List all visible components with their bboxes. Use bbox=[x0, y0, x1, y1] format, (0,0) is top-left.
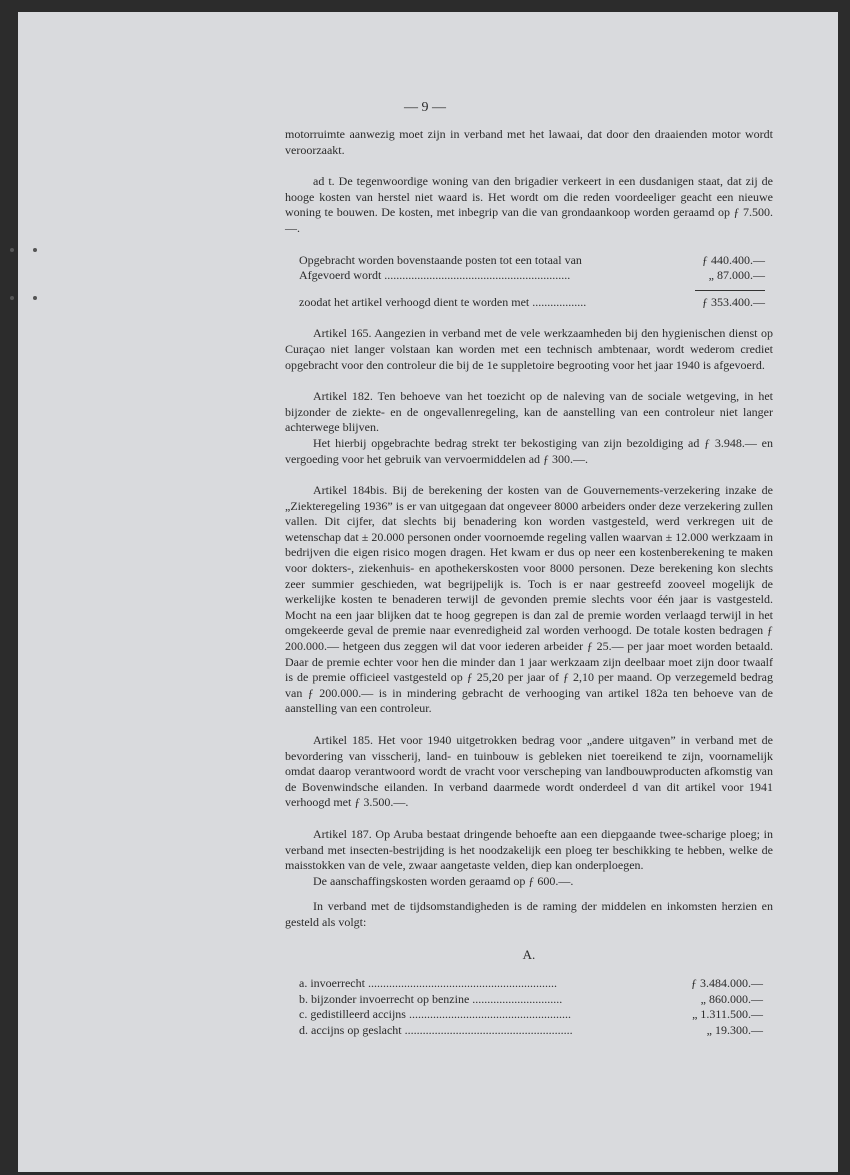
total-line-1: Opgebracht worden bovenstaande posten tot een totaal van ƒ 440.400.— bbox=[299, 252, 765, 267]
paragraph-raming: In verband met de tijdsomstandigheden is de raming der middelen en inkomsten herzien en gesteld als volgt: bbox=[285, 899, 773, 929]
paragraph-intro: motorruimte aanwezig moet zijn in verband met het lawaai, dat door den draaienden motor wordt veroorzaakt. bbox=[285, 127, 773, 157]
paragraph-artikel-182: Artikel 182. Ten behoeve van het toezicht op de naleving van de sociale wetgeving, in het bijzonder de ziekte- en de ongevallenregeling, kan de aanstelling van een controleur niet langer achterwege blijven. bbox=[285, 389, 773, 435]
paragraph-artikel-187-cont: De aanschaffingskosten worden geraamd op ƒ 600.—. bbox=[313, 873, 574, 888]
revenue-row: a. invoerrecht ............................................................... ƒ 3.484.000.— bbox=[299, 976, 763, 991]
paragraph-artikel-182-cont: Het hierbij opgebrachte bedrag strekt ter bekostiging van zijn bezoldiging ad ƒ 3.948.— en vergoeding voor het gebruik van vervoermiddelen ad ƒ 300.—. bbox=[285, 435, 773, 466]
document-body bbox=[285, 127, 773, 1039]
revenue-row: b. bijzonder invoerrecht op benzine .............................. „ 860.000.— bbox=[299, 991, 763, 1006]
paragraph-artikel-187: Artikel 187. Op Aruba bestaat dringende behoefte aan een diepgaande twee-scharige ploeg; in verband met insecten-bestrijding is het noodzakelijk een ploeg ter beschikking te hebben, welke de maisstokken van de vele, zwaar aangetaste velden, diep kan onderploegen. bbox=[285, 826, 773, 873]
paragraph-artikel-185: Artikel 185. Het voor 1940 uitgetrokken bedrag voor „andere uitgaven” in verband met de bevordering van visscherij, land- en tuinbouw is gebleken niet toereikend te zijn, voornamelijk omdat daarop verantwoord wordt de vracht voor verscheping van landbouwproducten afkomstig van de Bovenwindsche eilanden. In verband daarmede wordt onderdeel d van dit artikel voor 1941 verhoogd met ƒ 3.500.—. bbox=[285, 733, 773, 810]
total-line-3: zoodat het artikel verhoogd dient te worden met .................. ƒ 353.400.— bbox=[299, 294, 765, 309]
section-letter: A. bbox=[522, 946, 536, 962]
paragraph-artikel-184bis: Artikel 184bis. Bij de berekening der kosten van de Gouvernements-verzekering inzake de „Ziekteregeling 1936” is er van uitgegaan dat ongeveer 8000 arbeiders onder deze verzekering zullen vallen. Dit cijfer, dat slechts bij benadering kon worden vastgesteld, werd verkregen uit de wetenschap dat ± 20.000 personen onder voornoemde regeling vallen waarvan ± 12.000 werkzaam in bedrijven die eigen risico mogen dragen. Het kwam er dus op neer een kostenberekening te maken voor dokters-, ziekenhuis- en apothekerskosten voor 8000 personen. Deze berekening kon slechts zeer summier geschieden, wat begrijpelijk is. Toch is er naar gestreefd zooveel mogelijk de werkelijke kosten te benaderen terwijl de gevonden premie slechts voor één jaar is vastgesteld. Mocht na een jaar blijken dat te hoog gegrepen is dan zal de premie worden verlaagd terwijl in het omgekeerde geval de premie naar evenredigheid zal worden verhoogd. De totale kosten bedragen ƒ 200.000.— hetgeen dus zeggen wil dat voor iederen arbeider ƒ 25.— per jaar moet worden betaald. Daar de premie echter voor hen die minder dan 1 jaar werkzaam zijn deelbaar moet zijn door twaalf is de premie officieel vastgesteld op ƒ 25,20 per jaar of ƒ 2,10 per maand. Op verzegemeld bedrag van ƒ 200.000.— is in mindering gebracht de verhooging van artikel 182a ten behoeve van de aanstelling van een controleur. bbox=[285, 483, 773, 716]
sum-rule bbox=[695, 290, 765, 291]
revenue-list bbox=[285, 976, 773, 1038]
revenue-row: d. accijns op geslacht ........................................................ „ 19.300.— bbox=[299, 1022, 763, 1037]
total-line-2: Afgevoerd wordt .............................................................. „ 87.000.— bbox=[299, 268, 765, 283]
page-number: — 9 — bbox=[404, 100, 446, 115]
paragraph-artikel-165: Artikel 165. Aangezien in verband met de vele werkzaamheden bij den hygienischen dienst op Curaçao niet langer volstaan kan worden met een technisch ambtenaar, wordt wederom crediet opgebracht voor den controleur die bij de 1e suppletoire begrooting voor het jaar 1940 is afgevoerd. bbox=[285, 326, 773, 372]
paragraph-ad-t: ad t. De tegenwoordige woning van den brigadier verkeert in een dusdanigen staat, dat zij de hooge kosten van herstel niet waard is. Het wordt om die reden voordeeliger geacht een nieuwe woning te bouwen. De kosten, met inbegrip van die van grondaankoop worden geraamd op ƒ 7.500.—. bbox=[285, 174, 773, 235]
totals-block bbox=[285, 253, 773, 311]
revenue-row: c. gedistilleerd accijns ...................................................... „ 1.311.500.— bbox=[299, 1007, 763, 1022]
